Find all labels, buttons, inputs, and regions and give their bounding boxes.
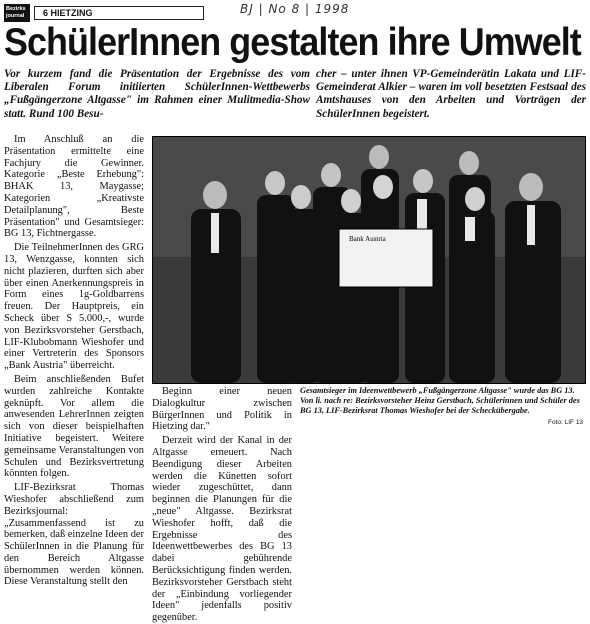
article-paragraph: Beim anschließenden Bufet wurden zahlreiche Kontakte geknüpft. Vor allem die anwesenden LehrerInnen zeigten sich von dieser beispielhaften Initiative begeistert. Weitere gemeinsame Veranstaltungen von Schulen und Bezirksvertretung könnten folgen. (4, 373, 144, 480)
article-paragraph: Im Anschluß an die Präsentation ermittelte eine Fachjury die Gewinner. Kategorie „Beste Erhebung": BHAK 13, Maygasse; Kategorien „Kreativste Detailplanung", Beste Präsentation" und Gesamtsieger: BG 13, Fichtnergasse. (4, 134, 144, 240)
lead-column-1: Vor kurzem fand die Präsentation der Ergebnisse des vom Liberalen Forum initiierten SchülerInnen-Wettbewerbs „Fußgängerzone Altgasse" im Rahmen einer Mulitmedia-Show statt. Rund 100 Besu- (4, 68, 310, 120)
article-paragraph: Derzeit wird der Kanal in der Altgasse erneuert. Nach Beendigung dieser Arbeiten werden die Künetten sofort wieder zugeschüttet, dann beginnen die Planungen für die „neue" Altgasse. Bezirksrat Wieshofer hofft, daß die Ergebnisse des Ideenwettbewerbes des BG 13 dabei gebührende Berücksichtigung finden werden. Bezirksvorsteher Gerstbach steht der „Einbindung vorliegender Ideen" jedenfalls positiv gegenüber. (152, 435, 292, 624)
article-paragraph: Beginn einer neuen Dialogkultur zwischen BürgerInnen und Politik in Hietzing dar." (152, 386, 292, 433)
photo-credit: Foto: LIF 13 (548, 419, 584, 426)
check-sign-text: Bank Austria (349, 235, 386, 243)
article-column-1 (4, 134, 144, 588)
section-header: 6 HIETZING (34, 6, 204, 20)
photo-caption: Gesamtsieger im Ideenwettbewerb „Fußgängerzone Altgasse" wurde das BG 13. Von li. nach re: Bezirksvorsteher Heinz Gerstbach, Schülerinnen und Schüler des BG 13, LIF-Bezirksrat Thomas Wieshofer bei der Scheckübergabe. (300, 386, 580, 416)
article-paragraph: LIF-Bezirksrat Thomas Wieshofer abschließend zum Bezirksjournal: „Zusammenfassend ist zu bemerken, daß einzelne Ideen der SchülerInnen in die Planung für den Bereich Altgasse übernommen werden können. Diese Veranstaltung stellt den (4, 482, 144, 588)
masthead-badge: Bezirks journal (4, 4, 30, 22)
lead-column-2: cher – unter ihnen VP-Gemeinderätin Lakata und LIF-Gemeinderat Alkier – waren im voll besetzten Festsaal des Amtshauses von den Arbeiten und Vorträgen der SchülerInnen begeistert. (316, 68, 586, 120)
handwritten-note: BJ | No 8 | 1998 (240, 2, 350, 16)
photo-illustration (153, 137, 585, 383)
group-photo (152, 136, 586, 384)
article-paragraph: Die TeilnehmerInnen des GRG 13, Wenzgasse, konnten sich nicht plazieren, durften sich aber über einen Anerkennungspreis in Form eines 1g-Goldbarrens freuen. Der Hauptpreis, ein Scheck über S 5.000,-, wurde von Bezirksvorsteher Gerstbach, LIF-Klubobmann Wieshofer und einer Vertreterin des Sponsors „Bank Austria" überreicht. (4, 242, 144, 372)
headline: SchülerInnen gestalten ihre Umwelt (4, 21, 581, 64)
article-column-2 (152, 386, 292, 624)
